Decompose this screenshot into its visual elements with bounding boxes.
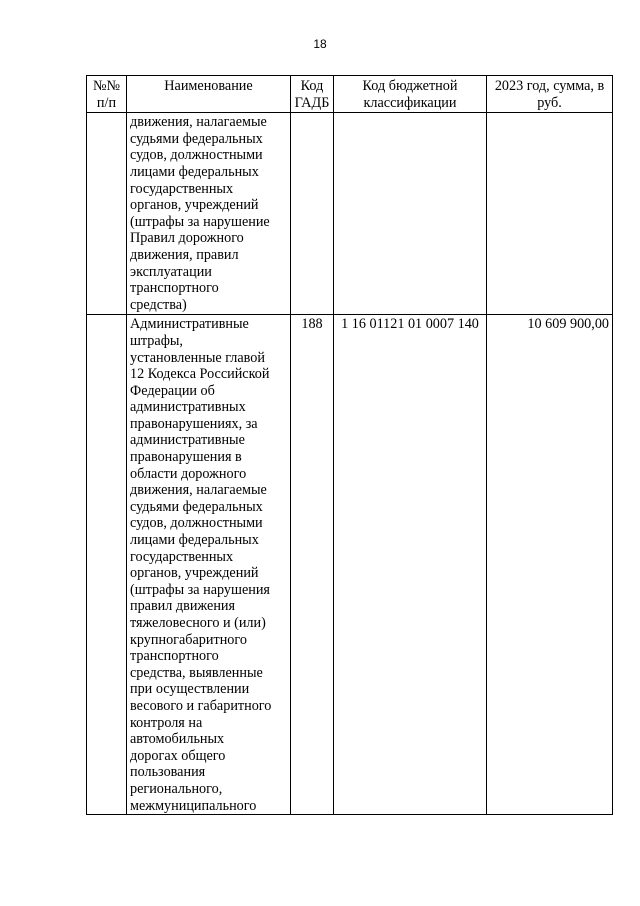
- cell-sum: [487, 113, 613, 315]
- header-gadb: Код ГАДБ: [291, 76, 334, 113]
- table-row: [87, 315, 613, 815]
- cell-num: [87, 113, 127, 315]
- table-header-row: [87, 76, 613, 113]
- table-row: [87, 113, 613, 315]
- cell-kbk: 1 16 01121 01 0007 140: [334, 315, 487, 815]
- cell-name: Административные штрафы, установленные главой 12 Кодекса Российской Федерации об административных правонарушениях, за административные правонарушения в области дорожного движения, налагаемые судьями федеральных судов, должностными лицами федеральных государственных органов, учреждений (штрафы за нарушения правил движения тяжеловесного и (или) крупногабаритного транспортного средства, выявленные при осуществлении весового и габаритного контроля на автомобильных дорогах общего пользования регионального, межмуниципального: [127, 315, 291, 815]
- budget-table: [86, 75, 613, 815]
- cell-gadb: 188: [291, 315, 334, 815]
- header-kbk: Код бюджетной классификации: [334, 76, 487, 113]
- cell-sum: 10 609 900,00: [487, 315, 613, 815]
- cell-kbk: [334, 113, 487, 315]
- cell-name: движения, налагаемые судьями федеральных судов, должностными лицами федеральных государственных органов, учреждений (штрафы за нарушение Правил дорожного движения, правил эксплуатации транспортного средства): [127, 113, 291, 315]
- header-sum: 2023 год, сумма, в руб.: [487, 76, 613, 113]
- header-num: №№ п/п: [87, 76, 127, 113]
- cell-num: [87, 315, 127, 815]
- cell-gadb: [291, 113, 334, 315]
- header-name: Наименование: [127, 76, 291, 113]
- page-number: 18: [313, 37, 327, 51]
